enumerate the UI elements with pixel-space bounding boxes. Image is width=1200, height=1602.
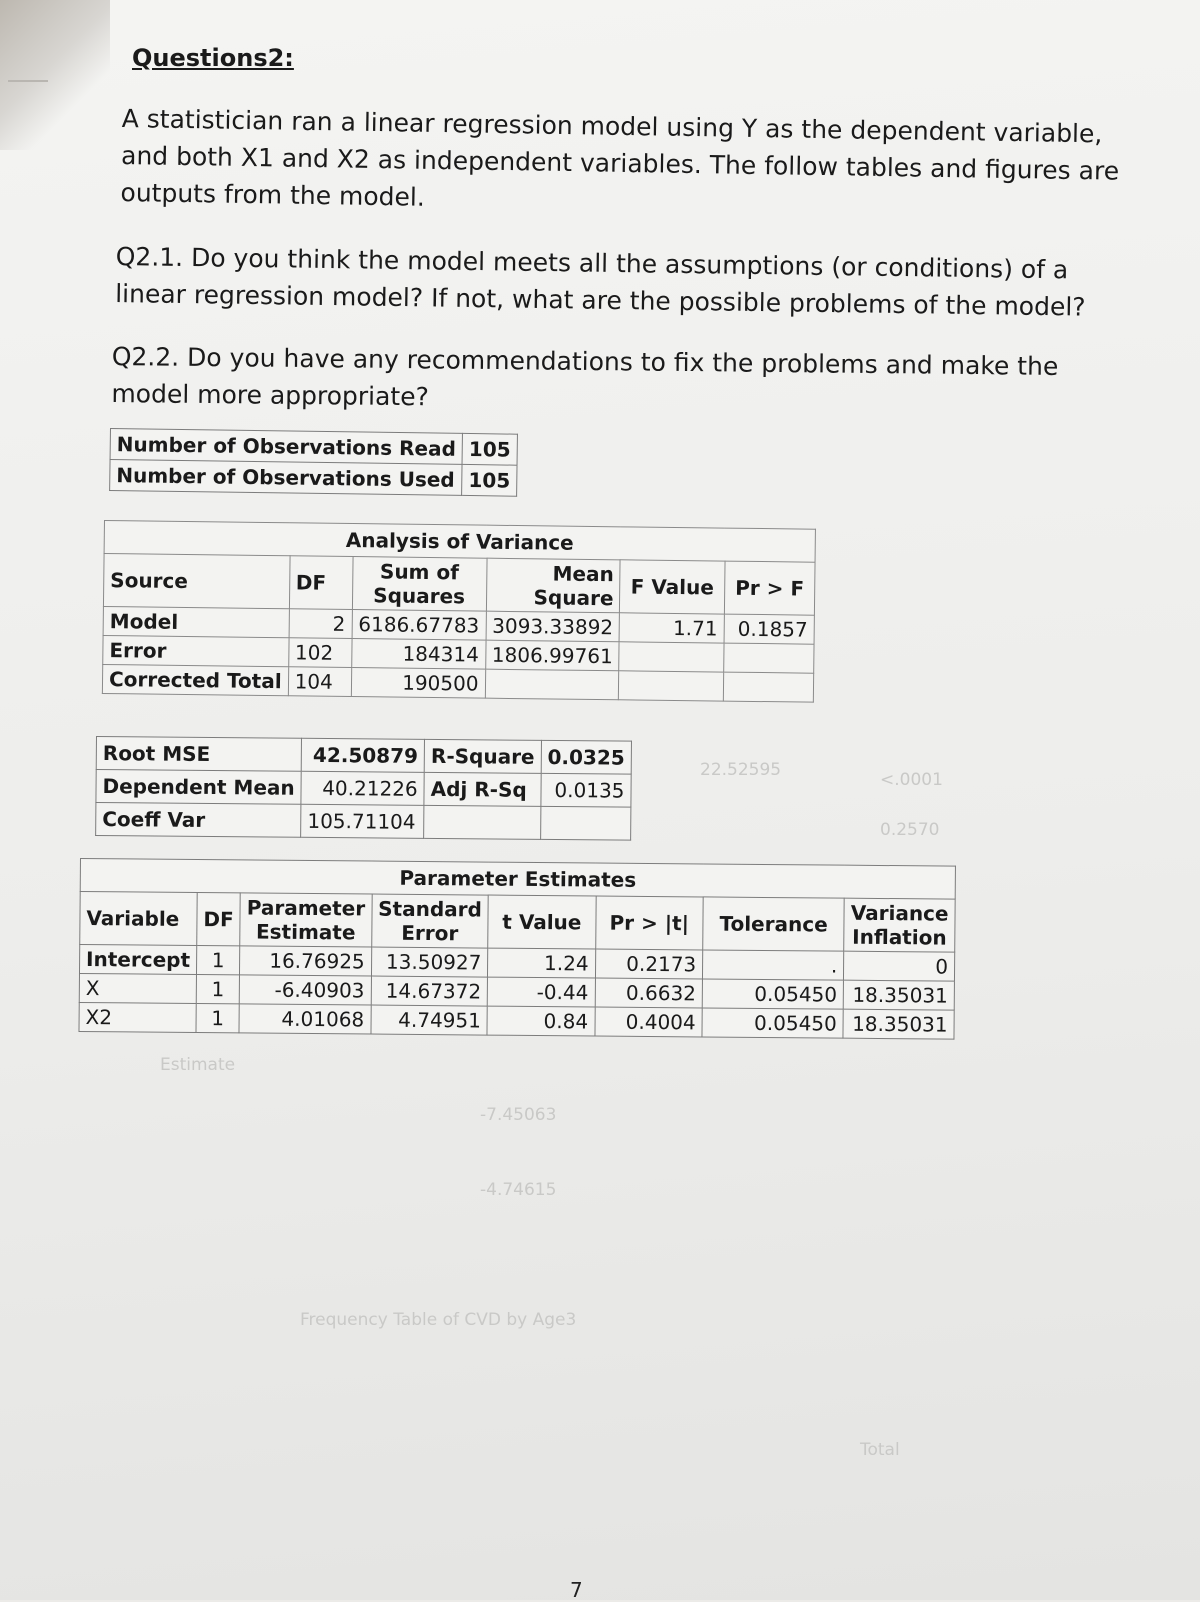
anova-f — [619, 642, 724, 672]
anova-section — [102, 520, 816, 703]
col-header: t Value — [488, 895, 596, 949]
param-std-error: 13.50927 — [371, 947, 488, 977]
param-variable: X2 — [79, 1002, 196, 1032]
anova-df: 104 — [288, 667, 351, 697]
col-header: Parameter Estimate — [240, 893, 372, 947]
ghost-text: Frequency Table of CVD by Age3 — [300, 1310, 577, 1330]
question-heading: Questions2: — [132, 44, 294, 72]
anova-caption: Analysis of Variance — [104, 521, 815, 563]
table-row — [110, 460, 517, 497]
col-header: DF — [197, 893, 241, 946]
anova-f: 1.71 — [619, 613, 724, 643]
edge-mark — [8, 80, 48, 82]
intro-paragraph: A statistician ran a linear regression model using Y as the dependent variable, and both X1 and X2 as independent variables. The follow tables and figures are outputs from the model. — [120, 103, 1120, 212]
param-tolerance: 0.05450 — [702, 1008, 843, 1038]
anova-ss: 184314 — [351, 639, 485, 670]
table-row — [96, 803, 631, 841]
col-header: Mean Square — [486, 558, 621, 613]
anova-ms: 3093.33892 — [486, 611, 620, 642]
param-estimate: 4.01068 — [239, 1004, 371, 1034]
col-header: Sum of Squares — [352, 557, 487, 612]
page-number: 7 — [570, 1578, 583, 1602]
ghost-text: 22.52595 — [700, 760, 782, 780]
observations-table — [109, 428, 518, 497]
obs-label: Number of Observations Read — [110, 429, 463, 465]
anova-p — [723, 672, 814, 702]
question-2-1: Q2.1. Do you think the model meets all the assumptions (or conditions) of a linear regression model? If not, what are the possible problems of the model? — [115, 241, 1086, 322]
anova-table — [102, 520, 816, 703]
ghost-text: 0.2570 — [880, 820, 940, 840]
col-header: Variance Inflation — [844, 898, 955, 952]
anova-p — [724, 643, 815, 673]
table-row — [96, 737, 631, 775]
table-header-row — [80, 892, 955, 953]
fit-label — [424, 805, 541, 839]
page-corner-shadow — [0, 0, 110, 150]
param-vif: 18.35031 — [843, 980, 954, 1010]
fit-label: R-Square — [424, 739, 541, 773]
anova-df: 2 — [289, 609, 352, 639]
anova-df: 102 — [288, 638, 351, 668]
question-2-2: Q2.2. Do you have any recommendations to fix the problems and make the model more appropriate? — [111, 341, 1059, 412]
param-std-error: 14.67372 — [371, 976, 488, 1006]
fit-value: 42.50879 — [301, 738, 424, 772]
col-header: Source — [103, 554, 289, 609]
fit-value: 0.0325 — [541, 740, 631, 774]
param-variable: X — [79, 973, 196, 1003]
param-std-error: 4.74951 — [371, 1005, 488, 1035]
anova-f — [619, 671, 724, 701]
param-t-value: 0.84 — [487, 1006, 594, 1036]
fit-label: Adj R-Sq — [424, 772, 541, 806]
anova-ss: 190500 — [351, 668, 485, 699]
col-header: Pr > |t| — [595, 896, 703, 950]
param-df: 1 — [196, 946, 240, 975]
fit-value — [540, 806, 630, 840]
ghost-text: -4.74615 — [480, 1180, 557, 1200]
param-p-value: 0.6632 — [595, 978, 703, 1008]
parameter-estimates-section — [78, 858, 955, 1040]
obs-value: 105 — [462, 433, 517, 465]
anova-p: 0.1857 — [724, 614, 815, 644]
ghost-text: Total — [860, 1440, 900, 1460]
fit-label: Dependent Mean — [96, 770, 301, 805]
anova-ms — [485, 669, 619, 700]
anova-ss: 6186.67783 — [352, 610, 486, 641]
anova-ms: 1806.99761 — [485, 640, 619, 671]
obs-value: 105 — [462, 464, 517, 496]
col-header: Tolerance — [703, 897, 845, 951]
anova-source: Corrected Total — [102, 664, 288, 695]
col-header: Variable — [80, 892, 197, 946]
fit-label: Root MSE — [96, 737, 301, 772]
param-vif: 18.35031 — [843, 1009, 954, 1039]
ghost-text: <.0001 — [880, 770, 943, 790]
table-row — [96, 770, 631, 808]
col-header: DF — [289, 556, 353, 610]
param-p-value: 0.2173 — [595, 949, 703, 979]
obs-label: Number of Observations Used — [110, 460, 463, 496]
fit-value: 0.0135 — [541, 773, 631, 807]
fit-label: Coeff Var — [96, 803, 301, 838]
col-header: Pr > F — [724, 561, 815, 615]
anova-source: Error — [103, 635, 289, 666]
pe-caption: Parameter Estimates — [80, 859, 955, 900]
param-estimate: 16.76925 — [240, 946, 372, 976]
param-vif: 0 — [844, 951, 955, 981]
param-t-value: -0.44 — [488, 977, 595, 1007]
col-header: F Value — [620, 560, 725, 614]
table-header-row — [103, 554, 815, 616]
param-df: 1 — [196, 1004, 240, 1033]
param-t-value: 1.24 — [488, 948, 595, 978]
anova-source: Model — [103, 606, 289, 637]
fit-statistics-table — [95, 736, 632, 841]
param-estimate: -6.40903 — [239, 975, 371, 1005]
ghost-text: Estimate — [160, 1055, 236, 1075]
param-tolerance: 0.05450 — [702, 979, 843, 1009]
ghost-text: -7.45063 — [480, 1105, 557, 1125]
fit-value: 105.71104 — [301, 804, 424, 838]
parameter-estimates-table — [78, 858, 955, 1040]
col-header: Standard Error — [371, 894, 488, 948]
param-tolerance: . — [703, 950, 844, 980]
param-variable: Intercept — [79, 945, 196, 975]
param-df: 1 — [196, 975, 240, 1004]
fit-value: 40.21226 — [301, 771, 424, 805]
param-p-value: 0.4004 — [594, 1007, 702, 1037]
